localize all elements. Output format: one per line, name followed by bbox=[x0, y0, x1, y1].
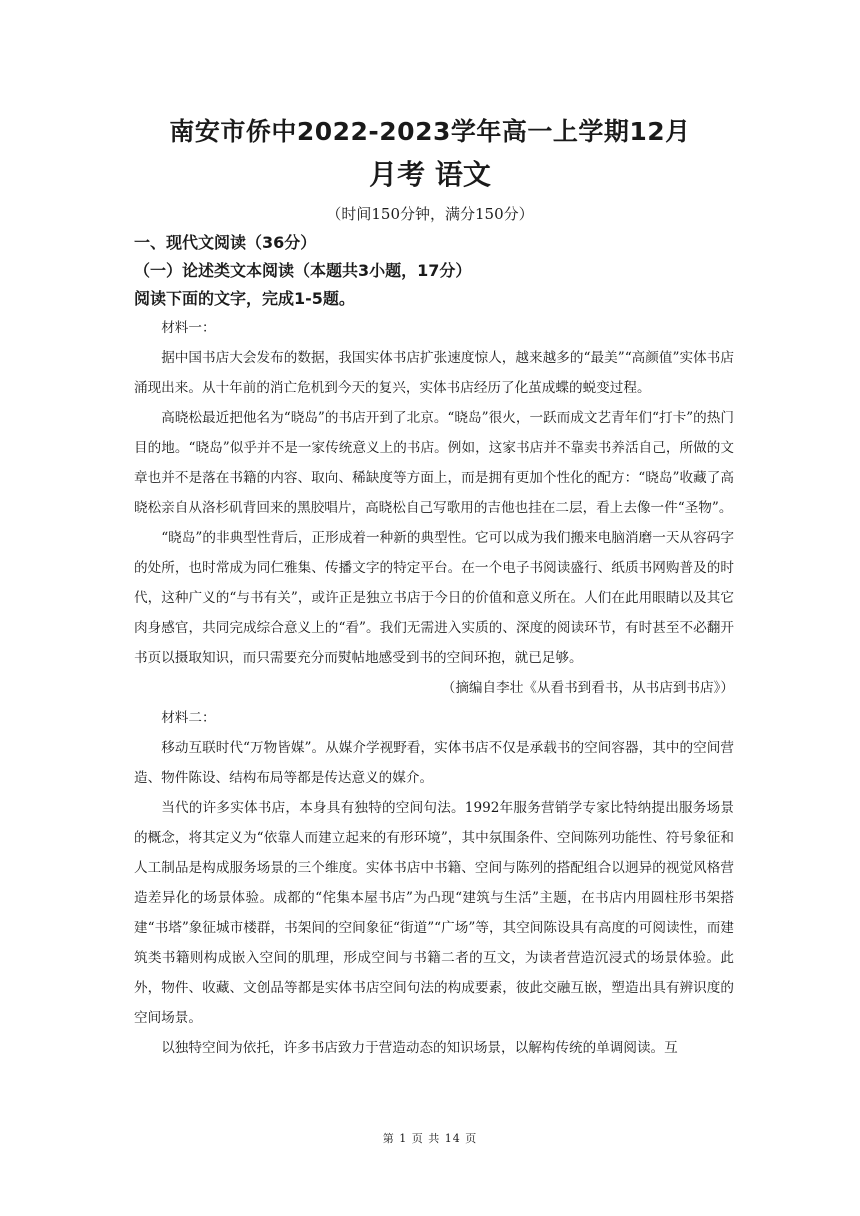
source-citation: （摘编自李壮《从看书到看书，从书店到书店》） bbox=[441, 680, 734, 696]
page-title: 南安市侨中2022-2023学年高一上学期12月 bbox=[169, 117, 691, 146]
paragraph: 移动互联时代“万物皆媒”。从媒介学视野看，实体书店不仅是承载书的空间容器，其中的空间营造、物件陈设、结构布局等都是传达意义的媒介。 bbox=[134, 740, 734, 786]
page-number: 第 1 页 共 14 页 bbox=[382, 1132, 478, 1145]
exam-time-note: （时间150分钟，满分150分） bbox=[326, 205, 534, 223]
section-heading: 一、现代文阅读（36分） bbox=[134, 233, 317, 252]
material-label: 材料一： bbox=[161, 320, 216, 336]
paragraph: 当代的许多实体书店，本身具有独特的空间句法。1992年服务营销学专家比特纳提出服务场景的概念，将其定义为“依靠人而建立起来的有形环境”，其中氛围条件、空间陈列功能性、符号象征和人工制品是构成服务场景的三个维度。实体书店中书籍、空间与陈列的搭配组合以迥异的视觉风格营造差异化的场景体验。成都的“侘集本屋书店”为凸现“建筑与生活”主题，在书店内用圆柱形书架搭建“书塔”象征城市楼群，书架间的空间象征“街道”“广场”等，其空间陈设具有高度的可阅读性，而建筑类书籍则构成嵌入空间的肌理，形成空间与书籍二者的互文，为读者营造沉浸式的场景体验。此外，物件、收藏、文创品等都是实体书店空间句法的构成要素，彼此交融互嵌，塑造出具有辨识度的空间场景。 bbox=[134, 800, 734, 1026]
page-title-subject: 月考 语文 bbox=[369, 158, 491, 191]
paragraph: “晓岛”的非典型性背后，正形成着一种新的典型性。它可以成为我们搬来电脑消磨一天从容码字的处所，也时常成为同仁雅集、传播文字的特定平台。在一个电子书阅读盛行、纸质书网购普及的时代，这种广义的“与书有关”，或许正是独立书店于今日的价值和意义所在。人们在此用眼睛以及其它肉身感官，共同完成综合意义上的“看”。我们无需进入实质的、深度的阅读环节，有时甚至不必翻开书页以摄取知识，而只需要充分而熨帖地感受到书的空间环抱，就已足够。 bbox=[134, 530, 734, 666]
paragraph: 高晓松最近把他名为“晓岛”的书店开到了北京。“晓岛”很火，一跃而成文艺青年们“打卡”的热门目的地。“晓岛”似乎并不是一家传统意义上的书店。例如，这家书店并不靠卖书养活自己，所做的文章也并不是落在书籍的内容、取向、稀缺度等方面上，而是拥有更加个性化的配方：“晓岛”收藏了高晓松亲自从洛杉矶背回来的黑胶唱片，高晓松自己写歌用的吉他也挂在二层，看上去像一件“圣物”。 bbox=[134, 410, 734, 516]
reading-instruction: 阅读下面的文字，完成1-5题。 bbox=[134, 289, 355, 308]
material-label: 材料二： bbox=[161, 710, 216, 726]
subsection-heading: （一）论述类文本阅读（本题共3小题，17分） bbox=[134, 261, 472, 280]
document-body bbox=[134, 229, 734, 1063]
paragraph: 以独特空间为依托，许多书店致力于营造动态的知识场景，以解构传统的单调阅读。互 bbox=[161, 1040, 678, 1056]
paragraph: 据中国书店大会发布的数据，我国实体书店扩张速度惊人，越来越多的“最美”“高颜值”实体书店涌现出来。从十年前的消亡危机到今天的复兴，实体书店经历了化茧成蝶的蜕变过程。 bbox=[134, 350, 734, 396]
